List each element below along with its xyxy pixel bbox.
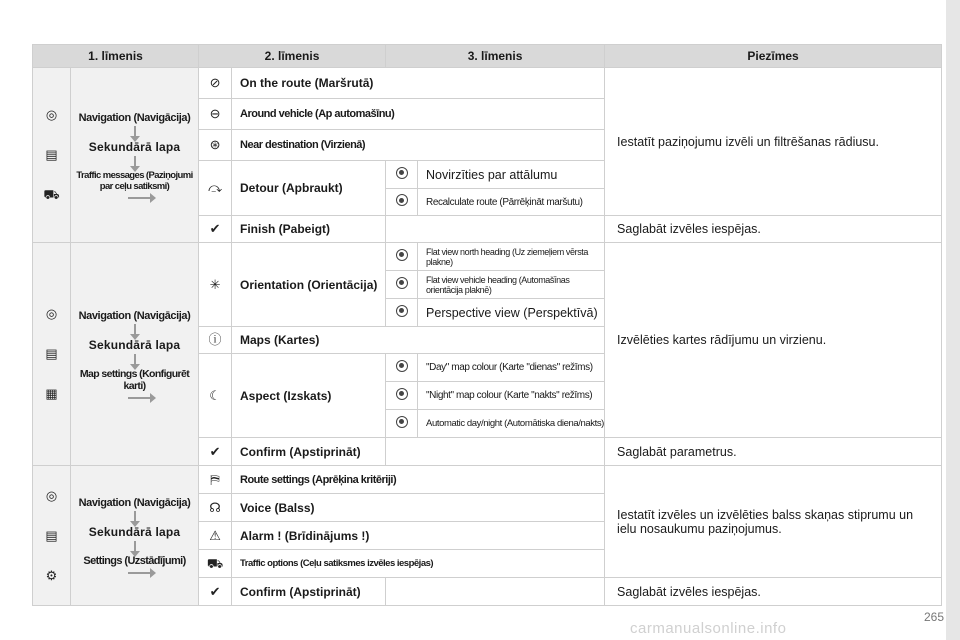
radio-icon[interactable]: [396, 249, 408, 261]
radio-icon[interactable]: [396, 277, 408, 289]
group1-icons: [33, 68, 71, 243]
map-grid-icon: ▦: [45, 386, 58, 401]
menu-item[interactable]: Confirm (Apstiprināt): [232, 578, 386, 606]
menu-item[interactable]: On the route (Maršrutā): [232, 68, 605, 99]
detour-icon: ⤼: [208, 180, 222, 195]
table-header: [33, 45, 942, 68]
group3-level1: Navigation (Navigācija) Sekundārā lapa Settings (Uzstādījumi): [71, 466, 199, 606]
scroll-sidebar: [946, 0, 960, 640]
route-settings-icon: ⛿: [210, 471, 220, 487]
group2-level1: Navigation (Navigācija) Sekundārā lapa Map settings (Konfigurēt karti): [71, 243, 199, 466]
checkmark-icon: ✔: [209, 221, 221, 236]
arrow-down-icon: [134, 541, 136, 553]
route-icon: ⊘: [209, 75, 221, 90]
arrow-right-icon: [128, 397, 150, 399]
traffic-icon: ⛟: [43, 187, 60, 202]
checkmark-icon: ✔: [209, 583, 221, 599]
header-level1: 1. līmenis: [33, 45, 199, 68]
radio-icon[interactable]: [396, 416, 408, 428]
menu-item[interactable]: Confirm (Apstiprināt): [232, 438, 386, 466]
navigation-icon: ◎: [45, 107, 58, 122]
header-level3: 3. līmenis: [386, 45, 605, 68]
navigation-icon: ◎: [45, 306, 58, 321]
option[interactable]: Novirzīties par attālumu: [418, 161, 605, 189]
secondary-page-icon: ▤: [45, 147, 58, 162]
menu-item[interactable]: Voice (Balss): [232, 494, 605, 522]
warning-icon: ⚠: [209, 527, 221, 543]
secondary-page-icon: ▤: [45, 346, 58, 361]
arrow-down-icon: [134, 324, 136, 336]
radio-icon[interactable]: [396, 388, 408, 400]
page-number: 265: [923, 610, 944, 624]
radio-icon[interactable]: [396, 167, 408, 179]
settings-table: [32, 44, 942, 606]
menu-item[interactable]: Orientation (Orientācija): [232, 243, 386, 327]
option[interactable]: Flat view vehicle heading (Automašīnas orientācija plaknē): [418, 271, 605, 299]
option[interactable]: "Night" map colour (Karte "nakts" režīms): [418, 382, 605, 410]
option[interactable]: Recalculate route (Pārrēķināt maršutu): [418, 189, 605, 216]
menu-item[interactable]: Route settings (Aprēķina kritēriji): [232, 466, 605, 494]
menu-item[interactable]: Traffic options (Ceļu satiksmes izvēles iespējas): [232, 550, 605, 578]
option[interactable]: Flat view north heading (Uz ziemeļiem vērsta plakne): [418, 243, 605, 271]
vehicle-icon: ⊖: [209, 106, 221, 121]
arrow-down-icon: [134, 354, 136, 366]
header-notes: Piezīmes: [605, 45, 942, 68]
option[interactable]: "Day" map colour (Karte "dienas" režīms): [418, 354, 605, 382]
radio-icon[interactable]: [396, 305, 408, 317]
arrow-down-icon: [134, 156, 136, 168]
menu-item[interactable]: Aspect (Izskats): [232, 354, 386, 438]
checkmark-icon: ✔: [209, 443, 221, 459]
destination-icon: ⊛: [209, 137, 221, 152]
group3-icons: [33, 466, 71, 606]
compass-icon: ✳: [209, 276, 221, 292]
menu-item[interactable]: Near destination (Virzienā): [232, 130, 605, 161]
note: Saglabāt izvēles iespējas.: [605, 578, 942, 606]
arrow-right-icon: [128, 572, 150, 574]
arrow-down-icon: [134, 511, 136, 523]
navigation-icon: ◎: [45, 487, 58, 503]
menu-item[interactable]: Finish (Pabeigt): [232, 216, 386, 243]
option[interactable]: Automatic day/night (Automātiska diena/nakts): [418, 410, 605, 438]
header-level2: 2. līmenis: [199, 45, 386, 68]
arrow-down-icon: [134, 126, 136, 138]
note: Iestatīt paziņojumu izvēli un filtrēšanas rādiusu.: [605, 68, 942, 216]
group2-icons: [33, 243, 71, 466]
settings-icon: ⚙: [45, 567, 58, 583]
group1-level1: Navigation (Navigācija) Sekundārā lapa Traffic messages (Paziņojumi par ceļu satiksmi): [71, 68, 199, 243]
note: Saglabāt parametrus.: [605, 438, 942, 466]
note: Izvēlēties kartes rādījumu un virzienu.: [605, 243, 942, 438]
arrow-right-icon: [128, 197, 150, 199]
secondary-page-icon: ▤: [45, 527, 58, 543]
day-night-icon: ☾: [209, 387, 221, 403]
menu-item[interactable]: Around vehicle (Ap automašīnu): [232, 99, 605, 130]
traffic-icon: ⛟: [206, 555, 224, 571]
watermark: carmanualsonline.info: [630, 620, 787, 637]
note: Iestatīt izvēles un izvēlēties balss skaņas stiprumu un ielu nosaukumu paziņojumus.: [605, 466, 942, 578]
menu-item[interactable]: Alarm ! (Brīdinājums !): [232, 522, 605, 550]
voice-icon: ☊: [209, 499, 221, 515]
radio-icon[interactable]: [396, 360, 408, 372]
note: Saglabāt izvēles iespējas.: [605, 216, 942, 243]
option[interactable]: Perspective view (Perspektīvā): [418, 299, 605, 327]
info-icon: ⓘ: [208, 332, 222, 347]
menu-item[interactable]: Maps (Kartes): [232, 327, 605, 354]
menu-item[interactable]: Detour (Apbraukt): [232, 161, 386, 216]
radio-icon[interactable]: [396, 194, 408, 206]
